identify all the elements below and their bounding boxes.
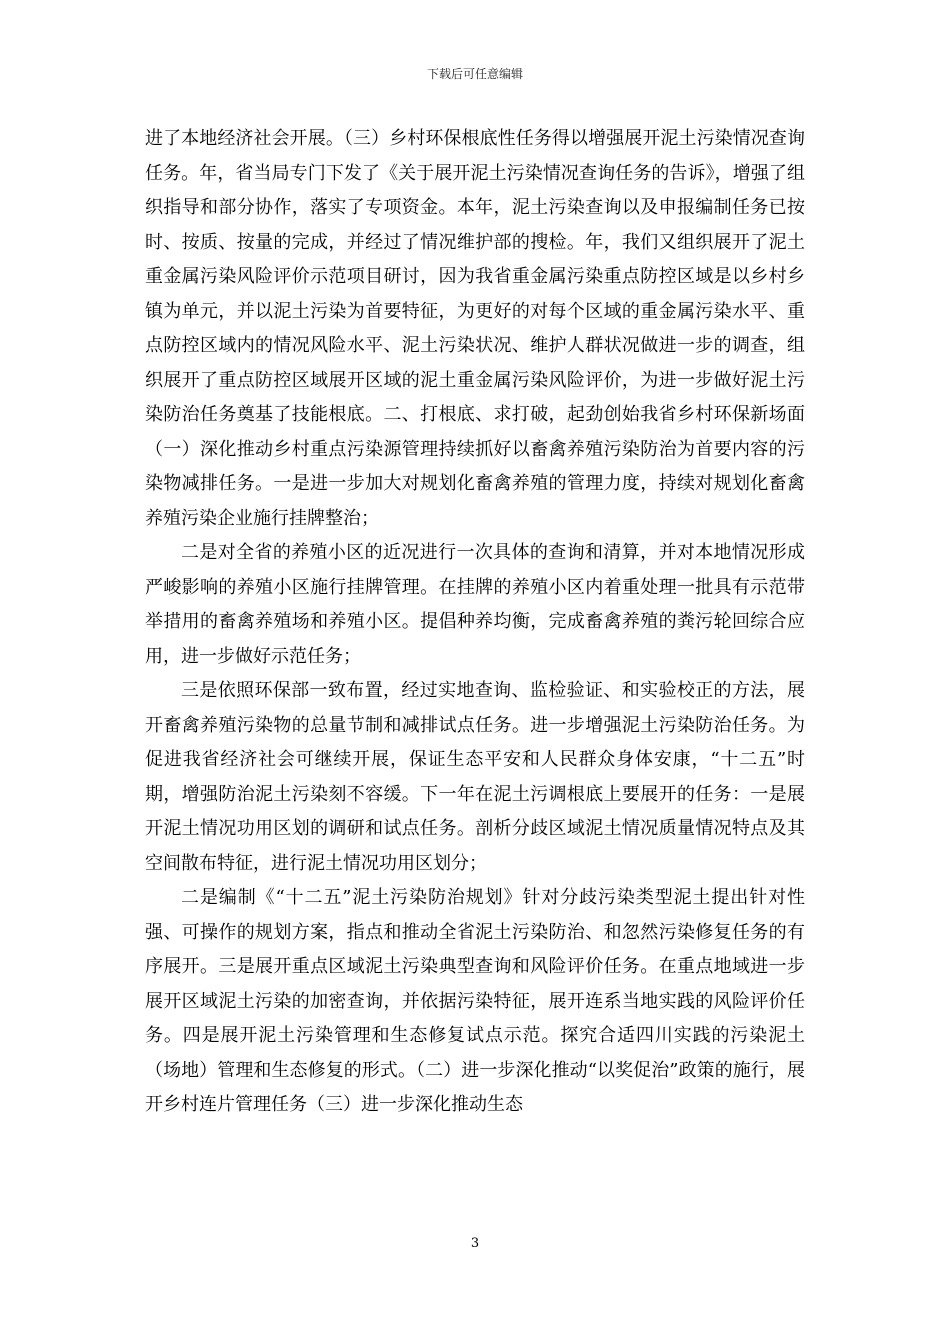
paragraph-3: 三是依照环保部一致布置，经过实地查询、监检验证、和实验校正的方法，展开畜禽养殖污染物的总量节制和减排试点任务。进一步增强泥土污染防治任务。为促进我省经济社会可继续开展，保证生态平安和人民群众身体安康，“十二五”时期，增强防治泥土污染刻不容缓。下一年在泥土污调根底上要展开的任务：一是展开泥土情况功用区划的调研和试点任务。剖析分歧区域泥土情况质量情况特点及其空间散布特征，进行泥土情况功用区划分；	[145, 680, 805, 874]
page-header: 下载后可任意编辑	[426, 67, 523, 81]
paragraph-2: 二是对全省的养殖小区的近况进行一次具体的查询和清算，并对本地情况形成严峻影响的养殖小区施行挂牌管理。在挂牌的养殖小区内着重处理一批具有示范带举措用的畜禽养殖场和养殖小区。提倡种养均衡，完成畜禽养殖的粪污轮回综合应用，进一步做好示范任务；	[145, 542, 805, 667]
page-number: 3	[470, 1236, 480, 1251]
paragraph-4: 二是编制《“十二五”泥土污染防治规划》针对分歧污染类型泥土提出针对性强、可操作的规划方案，指点和推动全省泥土污染防治、和忽然污染修复任务的有序展开。三是展开重点区域泥土污染典型查询和风险评价任务。在重点地域进一步展开区域泥土污染的加密查询，并依据污染特征，展开连系当地实践的风险评价任务。四是展开泥土污染管理和生态修复试点示范。探究合适四川实践的污染泥土（场地）管理和生态修复的形式。（二）进一步深化推动“以奖促治”政策的施行，展开乡村连片管理任务（三）进一步深化推动生态	[145, 887, 805, 1115]
paragraph-1: 进了本地经济社会开展。（三）乡村环保根底性任务得以增强展开泥土污染情况查询任务。年，省当局专门下发了《关于展开泥土污染情况查询任务的告诉》，增强了组织指导和部分协作，落实了专项资金。本年，泥土污染查询以及申报编制任务已按时、按质、按量的完成，并经过了情况维护部的搜检。年，我们又组织展开了泥土重金属污染风险评价示范项目研讨，因为我省重金属污染重点防控区域是以乡村乡镇为单元，并以泥土污染为首要特征，为更好的对每个区域的重金属污染水平、重点防控区域内的情况风险水平、泥土污染状况、维护人群状况做进一步的调查，组织展开了重点防控区域展开区域的泥土重金属污染风险评价，为进一步做好泥土污染防治任务奠基了技能根底。二、打根底、求打破，起劲创始我省乡村环保新场面（一）深化推动乡村重点污染源管理持续抓好以畜禽养殖污染防治为首要内容的污染物减排任务。一是进一步加大对规划化畜禽养殖的管理力度，持续对规划化畜禽养殖污染企业施行挂牌整治；	[145, 128, 805, 529]
document-body	[145, 122, 805, 1123]
